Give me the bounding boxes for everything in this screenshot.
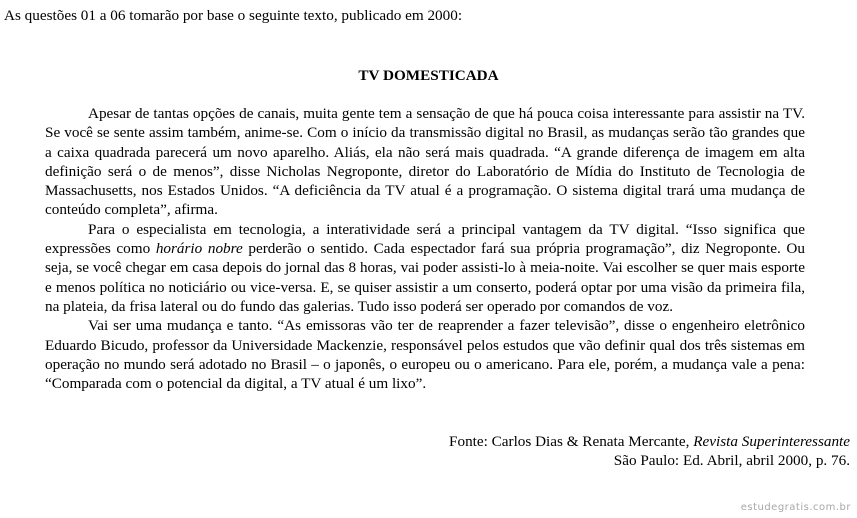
source-prefix: Fonte: Carlos Dias & Renata Mercante, [449,433,694,450]
paragraph-2-emphasis: horário nobre [155,240,243,258]
paragraph-2-after: perderão o sentido. Cada espectador fará sua própria programação”, diz Negroponte. Ou seja, se você chegar em casa depois do jornal das 8 horas, vai poder assisti-lo à meia-noite. Vai escolher se quer mais esporte e menos política no noticiário ou vice-versa. E, se quiser assistir a um conserto, poderá optar por uma visão da primeira fila, na plateia, da frisa lateral ou do fundo das galerias. Tudo isso poderá ser operado por comandos de voz. [45,240,805,315]
source-line-2: São Paulo: Ed. Abril, abril 2000, p. 76. [613,452,850,470]
watermark: estudegratis.com.br [740,502,851,513]
source-publication: Revista Superinteressante [693,433,850,450]
intro-text: As questões 01 a 06 tomarão por base o seguinte texto, publicado em 2000: [4,7,463,24]
paragraph-3: Vai ser uma mudança e tanto. “As emissoras vão ter de reaprender a fazer televisão”, disse o engenheiro eletrônico Eduardo Bicudo, professor da Universidade Mackenzie, responsável pelos estudos que vão definir qual dos três sistemas em operação no mundo será adotado no Brasil – o japonês, o europeu ou o americano. Para ele, porém, a mudança vale a pena: “Comparada com o potencial da digital, a TV atual é um lixo”. [45,317,805,393]
paragraph-2-before: Para o especialista em tecnologia, a interatividade será a principal vantagem da TV digital. “Isso significa que expressões como [45,220,805,258]
source-line-1 [449,432,850,451]
paragraph-1: Apesar de tantas opções de canais, muita gente tem a sensação de que há pouca coisa interessante para assistir na TV. Se você se sente assim também, anime-se. Com o início da transmissão digital no Brasil, as mudanças serão tão grandes que a caixa quadrada parecerá um novo aparelho. Aliás, ela não será mais quadrada. “A grande diferença de imagem em alta definição será o de menos”, disse Nicholas Negroponte, diretor do Laboratório de Mídia do Instituto de Tecnologia de Massachusetts, nos Estados Unidos. “A deficiência da TV atual é a programação. O sistema digital trará uma mudança de conteúdo completa”, afirma. [45,105,805,219]
paragraph-2 [45,220,805,316]
source-citation [449,432,850,471]
article-body [45,104,805,393]
article-title: TV DOMESTICADA [358,67,499,84]
